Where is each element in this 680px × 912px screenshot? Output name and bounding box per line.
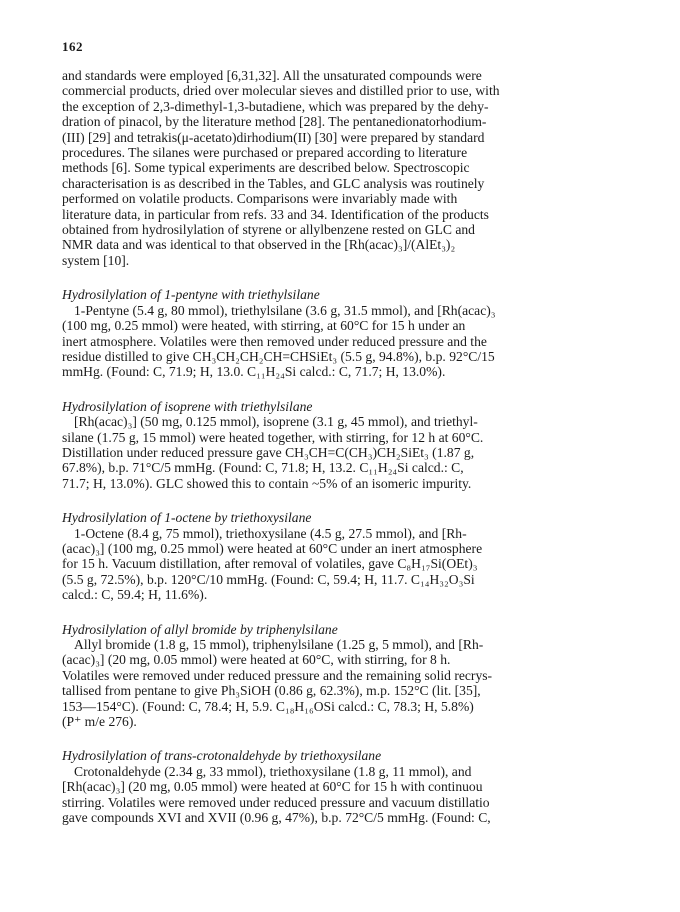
experiment-section: [62, 399, 648, 491]
text-line: (P⁺ m/e 276).: [62, 714, 137, 730]
text-line: and standards were employed [6,31,32]. All the unsaturated compounds were: [62, 68, 482, 83]
text-line: silane (1.75 g, 15 mmol) were heated together, with stirring, for 12 h at 60°C.: [62, 429, 484, 445]
text-line: commercial products, dried over molecular sieves and distilled prior to use, with: [62, 83, 500, 99]
text-line: for 15 h. Vacuum distillation, after removal of volatiles, gave C₈H₁₇Si(OEt)₃: [62, 556, 478, 572]
text-line: the exception of 2,3-dimethyl-1,3-butadiene, which was prepared by the dehy-: [62, 98, 489, 114]
text-line: 153—154°C). (Found: C, 78.4; H, 5.9. C₁₈H₁₆OSi calcd.: C, 78.3; H, 5.8%): [62, 698, 474, 714]
text-line: 1-Pentyne (5.4 g, 80 mmol), triethylsilane (3.6 g, 31.5 mmol), and [Rh(acac)₃: [74, 302, 496, 318]
text-line: calcd.: C, 59.4; H, 11.6%).: [62, 587, 208, 603]
text-line: NMR data and was identical to that observed in the [Rh(acac)₃]/(AlEt₃)₂: [62, 237, 456, 253]
section-body: [62, 303, 648, 380]
text-line: 67.8%), b.p. 71°C/5 mmHg. (Found: C, 71.8; H, 13.2. C₁₁H₂₄Si calcd.: C,: [62, 460, 464, 476]
text-line: tallised from pentane to give Ph₃SiOH (0.86 g, 62.3%), m.p. 152°C (lit. [35],: [62, 683, 481, 699]
intro-paragraph: [62, 68, 648, 268]
section-body: [62, 414, 648, 491]
text-line: (acac)₃] (100 mg, 0.25 mmol) were heated at 60°C under an inert atmosphere: [62, 540, 483, 556]
section-title: Hydrosilylation of 1-pentyne with triethylsilane: [62, 287, 320, 303]
experiment-section: [62, 622, 648, 730]
text-line: Volatiles were removed under reduced pressure and the remaining solid recrys-: [62, 667, 493, 683]
experiment-section: [62, 748, 648, 825]
section-title: Hydrosilylation of allyl bromide by triphenylsilane: [62, 621, 338, 637]
text-line: system [10].: [62, 252, 130, 268]
text-line: dration of pinacol, by the literature method [28]. The pentanedionatorhodium-: [62, 114, 487, 130]
text-line: (5.5 g, 72.5%), b.p. 120°C/10 mmHg. (Found: C, 59.4; H, 11.7. C₁₄H₃₂O₃Si: [62, 571, 475, 587]
text-line: (acac)₃] (20 mg, 0.05 mmol) were heated at 60°C, with stirring, for 8 h.: [62, 652, 451, 668]
text-line: procedures. The silanes were purchased or prepared according to literature: [62, 145, 468, 161]
experimental-sections: [62, 287, 648, 825]
text-line: [Rh(acac)₃] (50 mg, 0.125 mmol), isoprene (3.1 g, 45 mmol), and triethyl-: [74, 414, 478, 430]
page-number: 162: [62, 39, 83, 54]
section-title: Hydrosilylation of 1-octene by triethoxysilane: [62, 510, 312, 526]
text-line: [Rh(acac)₃] (20 mg, 0.05 mmol) were heated at 60°C for 15 h with continuou: [62, 779, 483, 795]
text-line: 71.7; H, 13.0%). GLC showed this to contain ~5% of an isomeric impurity.: [62, 475, 472, 491]
text-line: Crotonaldehyde (2.34 g, 33 mmol), triethoxysilane (1.8 g, 11 mmol), and: [74, 763, 472, 779]
text-line: obtained from hydrosilylation of styrene or allylbenzene rested on GLC and: [62, 222, 475, 238]
text-line: 1-Octene (8.4 g, 75 mmol), triethoxysilane (4.5 g, 27.5 mmol), and [Rh-: [74, 525, 467, 541]
text-line: methods [6]. Some typical experiments are described below. Spectroscopic: [62, 160, 470, 176]
text-line: performed on volatile products. Comparisons were invariably made with: [62, 191, 458, 207]
text-line: Distillation under reduced pressure gave CH₃CH=C(CH₃)CH₂SiEt₃ (1.87 g,: [62, 444, 475, 460]
text-line: mmHg. (Found: C, 71.9; H, 13.0. C₁₁H₂₄Si calcd.: C, 71.7; H, 13.0%).: [62, 364, 446, 380]
section-body: [62, 637, 648, 729]
experiment-section: [62, 510, 648, 602]
text-line: gave compounds XVI and XVII (0.96 g, 47%), b.p. 72°C/5 mmHg. (Found: C,: [62, 810, 491, 826]
section-body: [62, 526, 648, 603]
text-line: (III) [29] and tetrakis(μ-acetato)dirhodium(II) [30] were prepared by standard: [62, 129, 485, 145]
document-body: [62, 68, 648, 825]
section-title: Hydrosilylation of trans-crotonaldehyde by triethoxysilane: [62, 748, 382, 764]
text-line: characterisation is as described in the Tables, and GLC analysis was routinely: [62, 175, 485, 191]
experiment-section: [62, 287, 648, 379]
text-line: literature data, in particular from refs. 33 and 34. Identification of the products: [62, 206, 489, 222]
text-line: Allyl bromide (1.8 g, 15 mmol), triphenylsilane (1.25 g, 5 mmol), and [Rh-: [74, 637, 484, 652]
text-line: (100 mg, 0.25 mmol) were heated, with stirring, at 60°C for 15 h under an: [62, 318, 466, 334]
text-line: residue distilled to give CH₃CH₂CH₂CH=CHSiEt₃ (5.5 g, 94.8%), b.p. 92°C/15: [62, 348, 495, 364]
text-line: inert atmosphere. Volatiles were then removed under reduced pressure and the: [62, 333, 487, 349]
section-title: Hydrosilylation of isoprene with triethylsilane: [62, 398, 313, 414]
text-line: stirring. Volatiles were removed under reduced pressure and vacuum distillatio: [62, 794, 490, 810]
section-body: [62, 764, 648, 826]
